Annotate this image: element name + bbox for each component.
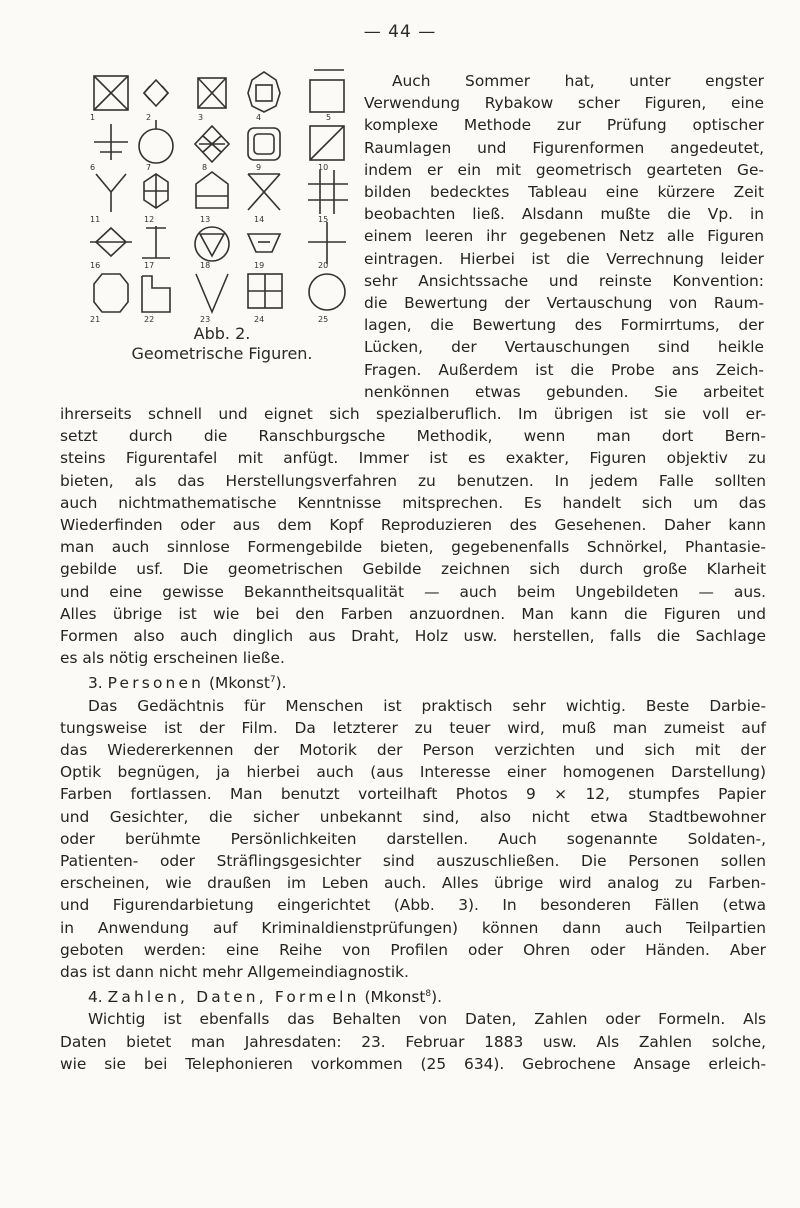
text-line: und Gesichter, die sicher unbekannt sind, also nicht etwa Stadtbewohner — [60, 807, 766, 826]
svg-text:4: 4 — [256, 113, 262, 122]
text-line: sehr Ansichtssache und reinste Konvention: — [364, 271, 764, 290]
figure-24-grid-box — [248, 274, 282, 308]
figure-1-crossed-square — [94, 76, 128, 110]
text-line: in Anwendung auf Kriminaldienstprüfungen) können dann auch Teilpartien — [60, 918, 766, 937]
figure-13-pentagon — [196, 172, 228, 208]
figure-14-x-shape — [248, 174, 280, 210]
section-number: 4. — [88, 988, 103, 1007]
text-line: bilden bedecktes Tableau eine kürzere Zeit — [364, 183, 764, 202]
section-heading-zahlen — [60, 983, 766, 1008]
svg-text:10: 10 — [318, 163, 329, 172]
section-ref-sup: 8 — [425, 989, 432, 1000]
text-line: eintragen. Hierbei ist die Verrechnung leider — [364, 249, 764, 268]
figure-10-slash-box — [310, 126, 344, 160]
text-line: Farben fortlassen. Man benutzt vorteilhaft Photos 9 × 12, stumpfes Papier — [60, 785, 766, 804]
figure-22-step-box — [142, 276, 170, 312]
svg-text:13: 13 — [200, 215, 211, 224]
text-line: Fragen. Außerdem ist die Probe ans Zeich- — [364, 360, 764, 379]
paragraph-figures — [60, 403, 766, 1075]
svg-text:6: 6 — [90, 163, 96, 172]
text-line: Auch Sommer hat, unter engster — [392, 72, 764, 90]
text-line: indem er ein mit geometrisch gearteten Ge- — [364, 160, 764, 179]
figure-17-t-shape — [142, 226, 170, 258]
text-line: Daten bietet man Jahresdaten: 23. Februar 1883 usw. Als Zahlen solche, — [60, 1032, 766, 1051]
svg-text:11: 11 — [90, 215, 101, 224]
text-line: einem leeren ihr gegebenen Netz alle Figuren — [364, 227, 764, 246]
figure-23-v-shape — [196, 274, 228, 312]
text-line: das Wiedererkennen der Motorik der Person verzichten und sich mit der — [60, 741, 766, 760]
figure-18-circle-triangle — [195, 227, 229, 261]
figure-caption-title: Geometrische Figuren. — [131, 344, 313, 363]
text-line: erscheinen, wie draußen im Leben auch. Alles übrige wird analog zu Farben- — [60, 874, 766, 893]
text-line: komplexe Methode zur Prüfung optischer — [364, 116, 764, 135]
text-line: und Figurendarbietung eingerichtet (Abb. 3). In besonderen Fällen (etwa — [60, 896, 766, 915]
svg-text:21: 21 — [90, 315, 101, 324]
text-line: geboten werden: eine Reihe von Profilen oder Ohren oder Händen. Aber — [60, 940, 766, 959]
right-column-text — [364, 70, 764, 403]
svg-text:20: 20 — [318, 261, 329, 270]
text-line: Lücken, der Vertauschungen sind heikle — [364, 338, 764, 357]
figure-16-diamond-arrow — [90, 228, 132, 256]
svg-text:24: 24 — [254, 315, 265, 324]
text-line: Wiederfinden oder aus dem Kopf Reproduzieren des Gesehenen. Daher kann — [60, 516, 766, 535]
section-title: Zahlen, Daten, Formeln — [107, 988, 360, 1007]
svg-text:16: 16 — [90, 261, 101, 270]
svg-text:12: 12 — [144, 215, 155, 224]
svg-text:22: 22 — [144, 315, 155, 324]
svg-text:5: 5 — [326, 113, 332, 122]
text-line: Patienten- oder Sträflingsgesichter sind auszuschließen. Die Personen sollen — [60, 852, 766, 871]
text-line: Verwendung Rybakow scher Figuren, eine — [364, 94, 764, 113]
figure-12-hexagon-cross — [144, 174, 168, 208]
text-line: nenkönnen etwas gebunden. Sie arbeitet — [364, 382, 764, 401]
geometric-figures-grid — [86, 62, 358, 324]
figure-caption-number: Abb. 2. — [193, 324, 251, 343]
figure-15-double-cross — [308, 170, 348, 214]
svg-text:15: 15 — [318, 215, 329, 224]
text-line: steins Figurentafel mit anfügt. Immer ist es exakter, Figuren objektiv zu — [60, 449, 766, 468]
section-ref-close: ). — [431, 988, 443, 1007]
svg-text:19: 19 — [254, 261, 265, 270]
page-number: — 44 — — [363, 22, 437, 42]
section-title: Personen — [107, 674, 205, 693]
text-line: und eine gewisse Bekanntheitsqualität — auch beim Ungebildeten — aus. — [60, 582, 766, 601]
figure-21-octagon — [94, 274, 128, 312]
text-line: ihrerseits schnell und eignet sich spezialberuflich. Im übrigen ist sie voll er- — [60, 405, 766, 423]
figure-2-diamond-arrows — [144, 80, 168, 106]
svg-text:8: 8 — [202, 163, 208, 172]
text-line: tungsweise ist der Film. Da letzterer zu teuer wird, muß man zumeist auf — [60, 718, 766, 737]
figure-6-cross — [94, 124, 128, 160]
figure-19-trapezoid — [248, 234, 280, 252]
text-line: oder berühmte Persönlichkeiten darstellen. Auch sogenannte Soldaten-, — [60, 829, 766, 848]
svg-text:1: 1 — [90, 113, 96, 122]
svg-text:25: 25 — [318, 315, 329, 324]
text-line: setzt durch die Ranschburgsche Methodik, wenn man dort Bern- — [60, 427, 766, 446]
text-line: Alles übrige ist wie bei den Farben anzuordnen. Man kann die Figuren und — [60, 604, 766, 623]
text-line: man auch sinnlose Formengebilde bieten, gegebenenfalls Schnörkel, Phantasie- — [60, 538, 766, 557]
text-line: beobachten ließ. Alsdann mußte die Vp. in — [364, 205, 764, 224]
text-line: das ist dann nicht mehr Allgemeindiagnostik. — [60, 963, 409, 982]
section-ref: (Mkonst — [209, 674, 270, 693]
figure-25-circle — [309, 274, 345, 310]
figure-9-rounded-box — [248, 128, 280, 160]
svg-text:7: 7 — [146, 163, 152, 172]
text-line: Das Gedächtnis für Menschen ist praktisch sehr wichtig. Beste Darbie- — [88, 696, 766, 715]
svg-text:9: 9 — [256, 163, 262, 172]
figure-4-octagon-square — [248, 72, 280, 112]
text-line: Optik begnügen, ja hierbei auch (aus Interesse einer homogenen Darstellung) — [60, 763, 766, 782]
text-line: wie sie bei Telephonieren vorkommen (25 634). Gebrochene Ansage erleich- — [60, 1054, 766, 1073]
text-line: bieten, als das Herstellungsverfahren zu benutzen. In jedem Falle sollten — [60, 471, 766, 490]
text-line: Formen also auch dinglich aus Draht, Holz usw. herstellen, falls die Sachlage — [60, 627, 766, 646]
figure-11-y-shape — [96, 174, 126, 212]
section-number: 3. — [88, 674, 103, 693]
svg-text:23: 23 — [200, 315, 211, 324]
figure-20-cross-thin — [308, 222, 346, 264]
section-heading-personen — [60, 669, 766, 694]
figure-3-bowtie-box — [198, 78, 226, 108]
text-line: die Bewertung der Vertauschung von Raum- — [364, 294, 764, 313]
section-ref-close: ). — [275, 674, 287, 693]
text-line: es als nötig erscheinen ließe. — [60, 649, 285, 668]
svg-text:14: 14 — [254, 215, 265, 224]
text-line: Raumlagen und Figurenformen angedeutet, — [364, 138, 764, 157]
figure-caption — [86, 324, 358, 364]
svg-text:2: 2 — [146, 113, 152, 122]
figure-geometric-shapes — [86, 62, 358, 402]
figure-5-open-box — [310, 70, 344, 112]
svg-text:3: 3 — [198, 113, 204, 122]
section-ref: (Mkonst — [364, 988, 426, 1007]
text-line: gebilde usf. Die geometrischen Gebilde zeichnen sich durch große Klarheit — [60, 560, 766, 579]
figure-7-circle-top — [139, 120, 173, 163]
svg-text:17: 17 — [144, 261, 155, 270]
figure-8-diamond-shape — [195, 126, 229, 162]
text-line: Wichtig ist ebenfalls das Behalten von Daten, Zahlen oder Formeln. Als — [88, 1010, 766, 1029]
text-line: lagen, die Bewertung des Formirrtums, der — [364, 316, 764, 335]
section-ref-sup: 7 — [269, 675, 276, 686]
svg-text:18: 18 — [200, 261, 211, 270]
text-line: auch nichtmathematische Kenntnisse mitsprechen. Es handelt sich um das — [60, 493, 766, 512]
